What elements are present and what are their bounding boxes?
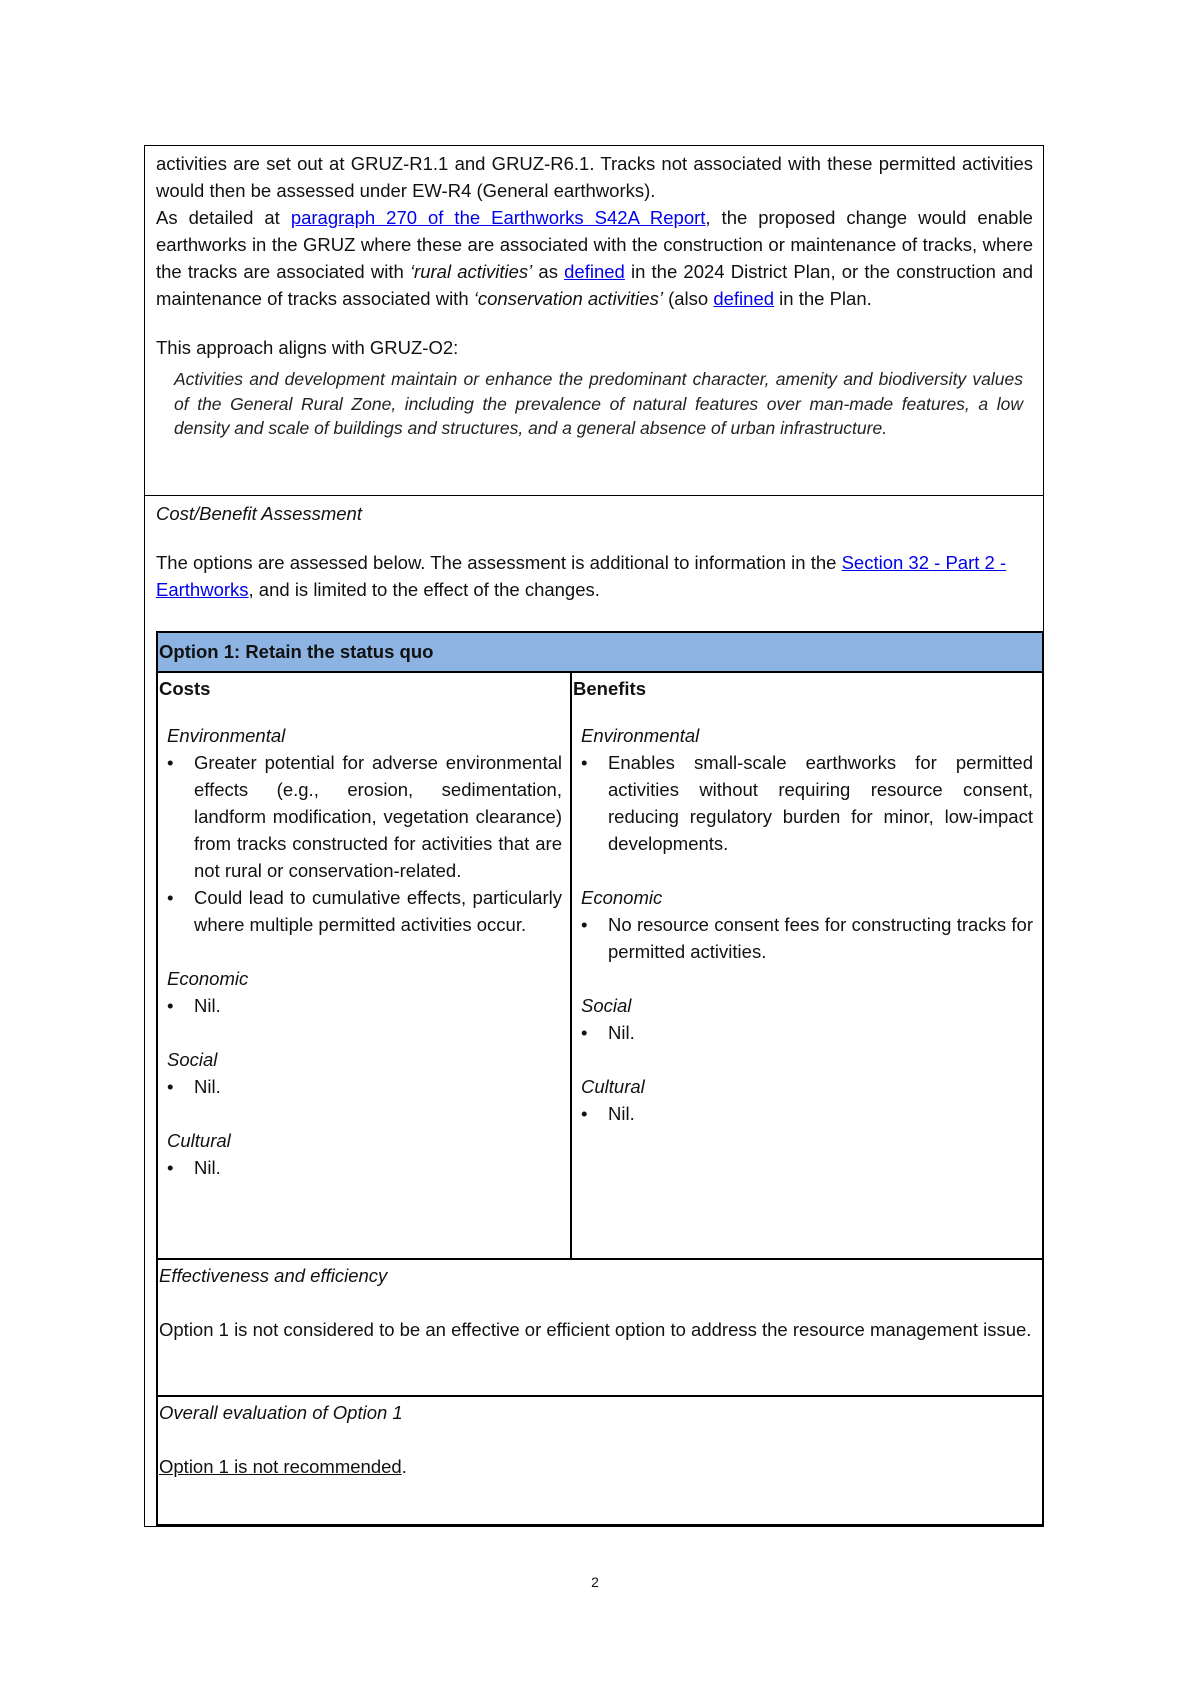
costs-list	[159, 1154, 562, 1181]
assessment-text	[156, 549, 1033, 603]
costs-category-economic: Economic	[167, 968, 249, 989]
page-number: 2	[591, 1574, 599, 1590]
benefits-category-social: Social	[581, 995, 632, 1016]
s42a-report-link[interactable]: paragraph 270 of the Earthworks S42A Report	[290, 207, 706, 228]
section-32-link[interactable]: Section 32 - Part 2 - Earthworks	[156, 552, 1007, 600]
benefits-list	[573, 911, 1033, 965]
conservation-activities-defined-link[interactable]: defined	[713, 288, 775, 309]
list-item: • No resource consent fees for constructing tracks for permitted activities.	[581, 911, 1033, 965]
text: in the 2024 District Plan, or the construction and maintenance of tracks associated with	[156, 261, 1033, 309]
list-item: • Nil.	[581, 1019, 1033, 1046]
effectiveness-text: Option 1 is not considered to be an effective or efficient option to address the resource management issue.	[159, 1319, 1032, 1340]
option-header: Option 1: Retain the status quo	[158, 633, 1042, 673]
list-item: • Greater potential for adverse environmental effects (e.g., erosion, sedimentation, landform modification, vegetation clearance) from tracks constructed for activities that are not rural or conservation-related.	[167, 749, 562, 884]
text: The options are assessed below. The assessment is additional to information in the	[156, 552, 842, 573]
evaluation-table	[144, 145, 1044, 1527]
intro-paragraph-2	[156, 204, 1033, 312]
intro-paragraph-1: activities are set out at GRUZ-R1.1 and GRUZ-R6.1. Tracks not associated with these permitted activities would then be assessed under EW-R4 (General earthworks).	[156, 153, 1033, 201]
benefits-list	[573, 1019, 1033, 1046]
list-item: • Nil.	[167, 1073, 562, 1100]
text: , and is limited to the effect of the changes.	[248, 579, 600, 600]
text: ‘conservation activities’	[473, 288, 663, 309]
overall-text	[159, 1453, 1034, 1480]
recommendation: Option 1 is not recommended	[159, 1456, 402, 1477]
costs-list	[159, 749, 562, 938]
costs-title: Costs	[159, 678, 211, 699]
alignment-statement: This approach aligns with GRUZ-O2:	[156, 337, 459, 358]
option-1-table	[156, 631, 1044, 1527]
benefits-category-economic: Economic	[581, 887, 663, 908]
text: , the proposed change would enable earthworks in the GRUZ where these are associated with the construction or maintenance of tracks, where the tracks are associated with	[156, 207, 1033, 282]
assessment-section	[145, 496, 1043, 632]
benefits-category-environmental: Environmental	[581, 725, 700, 746]
benefits-list	[573, 1100, 1033, 1127]
list-item: • Nil.	[167, 1154, 562, 1181]
costs-list	[159, 992, 562, 1019]
costs-list	[159, 1073, 562, 1100]
list-item: • Nil.	[167, 992, 562, 1019]
objective-quote: Activities and development maintain or enhance the predominant character, amenity and biodiversity values of the General Rural Zone, including the prevalence of natural features over man-made features, a low density and scale of buildings and structures, and a general absence of urban infrastructure.	[174, 369, 1023, 438]
overall-heading: Overall evaluation of Option 1	[159, 1402, 403, 1423]
costs-category-cultural: Cultural	[167, 1130, 231, 1151]
costs-category-environmental: Environmental	[167, 725, 286, 746]
text: in the Plan.	[774, 288, 872, 309]
intro-section	[145, 146, 1043, 496]
benefits-title: Benefits	[573, 678, 646, 699]
overall-row	[158, 1395, 1042, 1526]
assessment-heading: Cost/Benefit Assessment	[156, 503, 362, 524]
list-item: • Nil.	[581, 1100, 1033, 1127]
text: ‘rural activities’	[409, 261, 533, 282]
costs-column	[158, 673, 572, 1258]
effectiveness-heading: Effectiveness and efficiency	[159, 1265, 388, 1286]
text: (also	[662, 288, 714, 309]
text: as	[532, 261, 565, 282]
costs-category-social: Social	[167, 1049, 218, 1070]
benefits-column	[572, 673, 1041, 1258]
rural-activities-defined-link[interactable]: defined	[564, 261, 625, 282]
benefits-list	[573, 749, 1033, 857]
text: .	[401, 1456, 407, 1477]
list-item: • Enables small-scale earthworks for permitted activities without requiring resource consent, reducing regulatory burden for minor, low-impact developments.	[581, 749, 1033, 857]
benefits-category-cultural: Cultural	[581, 1076, 645, 1097]
list-item: • Could lead to cumulative effects, particularly where multiple permitted activities occur.	[167, 884, 562, 938]
text: As detailed at	[156, 207, 291, 228]
effectiveness-row	[158, 1258, 1042, 1395]
